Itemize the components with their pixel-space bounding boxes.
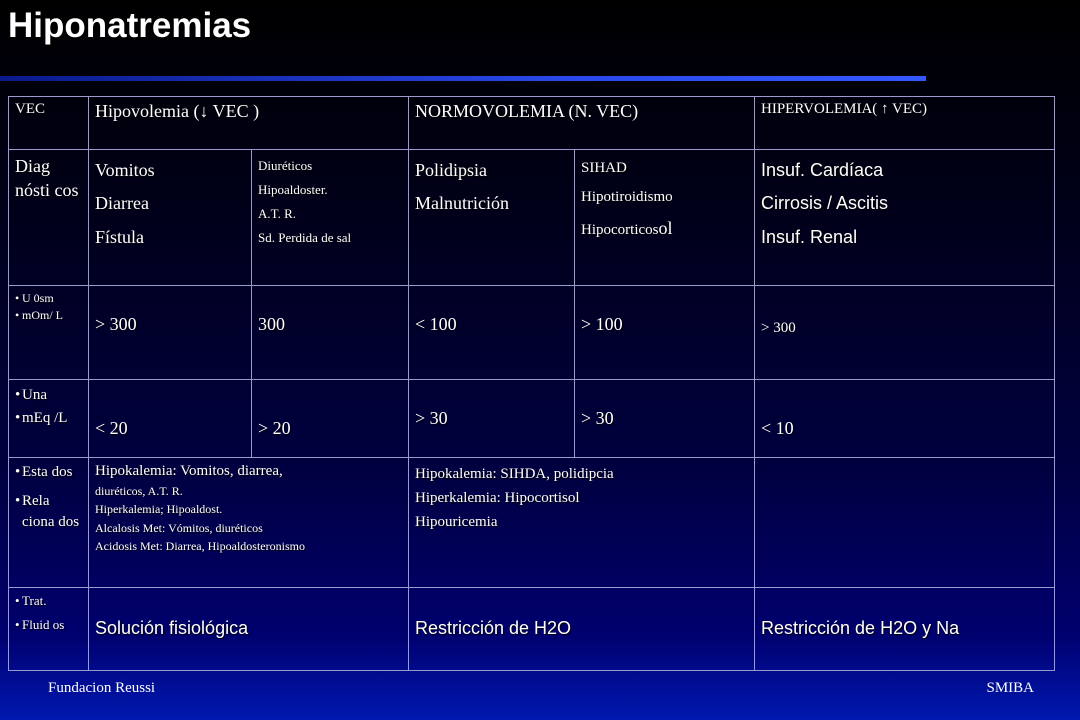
cell-vec-label: VEC: [9, 97, 89, 150]
bullet-item: • U 0sm: [15, 290, 84, 307]
diag-item: Polidipsia: [415, 160, 488, 180]
diag-item: Insuf. Cardíaca: [761, 160, 884, 180]
estado-item: Hipokalemia: SIHDA, polidipcia: [415, 466, 614, 482]
cell-una-hiper: < 10: [755, 380, 1055, 458]
table-row-diagnosticos: [9, 150, 1055, 286]
diag-item-part: Hipocorticos: [581, 222, 659, 238]
cell-trat-hipo: Solución fisiológica: [89, 588, 409, 671]
cell-una-hipo-a: < 20: [89, 380, 252, 458]
bullet-item: • Esta dos: [15, 462, 84, 483]
cell-diag-hipo-b: [252, 150, 409, 286]
cell-estados-label: [9, 458, 89, 588]
cell-estados-hiper: [755, 458, 1055, 588]
bullet-item: • Trat.: [15, 592, 84, 610]
estado-item: Hipouricemia: [415, 514, 498, 530]
diag-item: Cirrosis / Ascitis: [761, 193, 889, 214]
cell-trat-label: [9, 588, 89, 671]
diag-item: Sd. Perdida de sal: [258, 230, 352, 246]
cell-diagnosticos-label: Diag nósti cos: [9, 150, 89, 286]
cell-hipovolemia: Hipovolemia (↓ VEC ): [89, 97, 409, 150]
cell-diag-hipo-a: [89, 150, 252, 286]
cell-uosm-label: [9, 286, 89, 380]
diag-item: [581, 211, 750, 245]
cell-diag-normo-a: [409, 150, 575, 286]
cell-uosm-normo-b: > 100: [575, 286, 755, 380]
hiponatremia-table: [8, 96, 1055, 671]
table-row-uosm: [9, 286, 1055, 380]
bullet-item: • Rela ciona dos: [15, 491, 84, 533]
estado-item: Hiperkalemia; Hipoaldost.: [95, 502, 223, 517]
cell-diag-normo-b: [575, 150, 755, 286]
cell-una-normo-a: > 30: [409, 380, 575, 458]
table-row-estados: [9, 458, 1055, 588]
cell-estados-normo: [409, 458, 755, 588]
estado-item: Hiperkalemia: Hipocortisol: [415, 490, 580, 506]
bullet-item: • mEq /L: [15, 407, 84, 430]
bullet-item: • mOm/ L: [15, 307, 84, 324]
bullet-item: • Una: [15, 384, 84, 407]
slide-title: Hiponatremias: [8, 6, 252, 45]
diag-item-part: ol: [658, 218, 673, 238]
diag-item: Hipotiroidismo: [581, 188, 673, 205]
cell-uosm-hiper: > 300: [755, 286, 1055, 380]
diag-item: Diuréticos: [258, 158, 313, 173]
estado-item: Acidosis Met: Diarrea, Hipoaldosteronismo: [95, 539, 305, 554]
diag-item: Insuf. Renal: [761, 226, 858, 247]
cell-uosm-normo-a: < 100: [409, 286, 575, 380]
estado-item: Alcalosis Met: Vómitos, diuréticos: [95, 520, 263, 535]
estado-item: Hipokalemia: Vomitos, diarrea,: [95, 463, 283, 479]
cell-normovolemia: NORMOVOLEMIA (N. VEC): [409, 97, 755, 150]
cell-diag-hiper: [755, 150, 1055, 286]
table-row-vec: [9, 97, 1055, 150]
cell-una-normo-b: > 30: [575, 380, 755, 458]
title-underline: [0, 76, 926, 81]
diag-item: Hipoaldoster.: [258, 182, 328, 198]
cell-uosm-hipo-a: > 300: [89, 286, 252, 380]
table-row-trat: [9, 588, 1055, 671]
footer-left: Fundacion Reussi: [48, 680, 156, 696]
cell-una-hipo-b: > 20: [252, 380, 409, 458]
diag-item: Fístula: [95, 226, 145, 247]
cell-estados-hipo: [89, 458, 409, 588]
cell-trat-hiper: Restricción de H2O y Na: [755, 588, 1055, 671]
cell-trat-normo: Restricción de H2O: [409, 588, 755, 671]
estado-item: diuréticos, A.T. R.: [95, 483, 183, 498]
diag-item: Diarrea: [95, 193, 149, 214]
bullet-item: • Fluid os: [15, 616, 84, 634]
table-row-una: [9, 380, 1055, 458]
cell-uosm-hipo-b: 300: [252, 286, 409, 380]
diag-item: SIHAD: [581, 160, 627, 176]
cell-una-label: [9, 380, 89, 458]
diag-item: Malnutrición: [415, 193, 509, 214]
footer-right: SMIBA: [986, 680, 1034, 696]
cell-hipervolemia: HIPERVOLEMIA( ↑ VEC): [755, 97, 1055, 150]
diag-item: A.T. R.: [258, 206, 297, 222]
diag-item: Vomitos: [95, 160, 155, 180]
